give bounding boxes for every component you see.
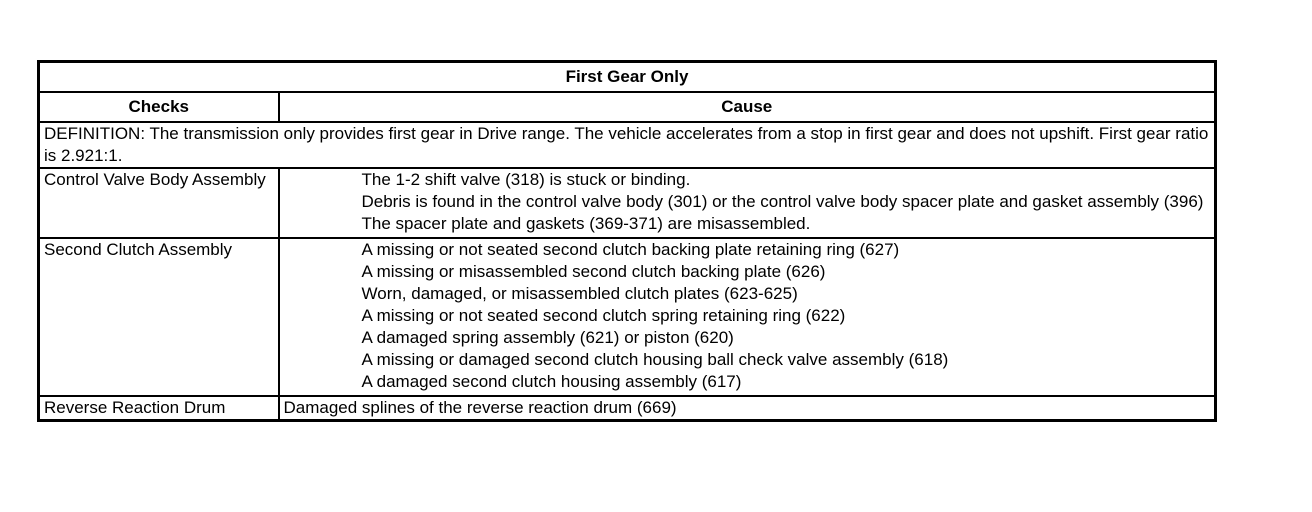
check-second-clutch: Second Clutch Assembly bbox=[39, 238, 279, 396]
cause-item: A damaged spring assembly (621) or piston (620) bbox=[361, 328, 734, 347]
cause-text: Damaged splines of the reverse reaction drum (669) bbox=[279, 396, 1216, 421]
cause-cell bbox=[279, 168, 1216, 238]
diagnostic-table bbox=[37, 60, 1217, 422]
cause-item: Debris is found in the control valve body (301) or the control valve body spacer plate and gasket assembly (396) bbox=[361, 192, 1204, 211]
header-checks: Checks bbox=[39, 92, 279, 122]
header-row bbox=[39, 92, 1216, 122]
table-title: First Gear Only bbox=[39, 62, 1216, 93]
title-row bbox=[39, 62, 1216, 93]
header-cause: Cause bbox=[279, 92, 1216, 122]
cause-item: Worn, damaged, or misassembled clutch plates (623-625) bbox=[361, 284, 798, 303]
cause-item: A missing or misassembled second clutch backing plate (626) bbox=[361, 262, 826, 281]
cause-cell bbox=[279, 238, 1216, 396]
table-row bbox=[39, 396, 1216, 421]
cause-list bbox=[284, 239, 1211, 395]
cause-list bbox=[284, 169, 1211, 237]
cause-item: A missing or not seated second clutch backing plate retaining ring (627) bbox=[361, 240, 900, 259]
check-control-valve-body: Control Valve Body Assembly bbox=[39, 168, 279, 238]
cause-item: A missing or damaged second clutch housing ball check valve assembly (618) bbox=[361, 350, 949, 369]
table-row bbox=[39, 238, 1216, 396]
cause-item: A damaged second clutch housing assembly (617) bbox=[361, 372, 742, 391]
cause-item: The 1-2 shift valve (318) is stuck or binding. bbox=[361, 170, 691, 189]
cause-item: The spacer plate and gaskets (369-371) are misassembled. bbox=[361, 214, 811, 233]
table-row bbox=[39, 168, 1216, 238]
check-reverse-reaction-drum: Reverse Reaction Drum bbox=[39, 396, 279, 421]
definition-text: DEFINITION: The transmission only provides first gear in Drive range. The vehicle accelerates from a stop in first gear and does not upshift. First gear ratio is 2.921:1. bbox=[39, 122, 1216, 168]
cause-item: A missing or not seated second clutch spring retaining ring (622) bbox=[361, 306, 846, 325]
definition-row bbox=[39, 122, 1216, 168]
